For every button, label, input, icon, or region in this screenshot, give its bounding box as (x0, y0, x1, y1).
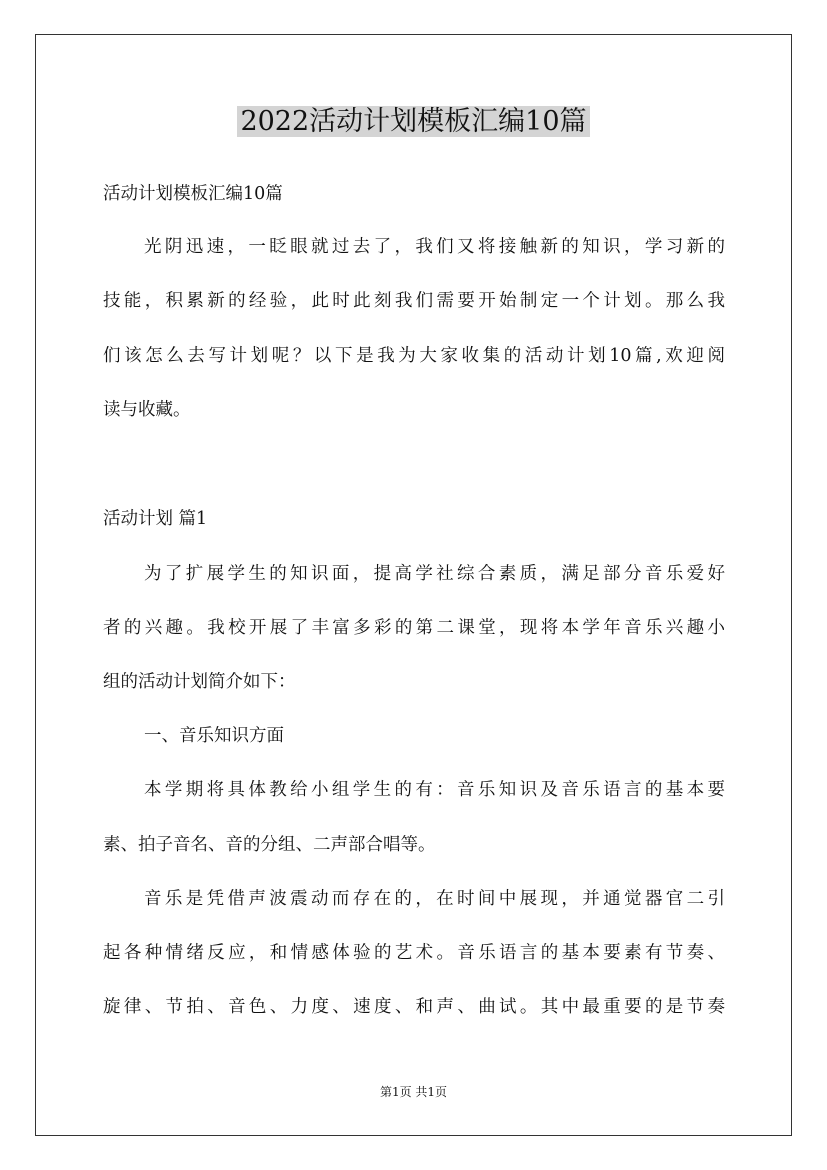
paragraph-line: 光阴迅速，一眨眼就过去了，我们又将接触新的知识，学习新的 (144, 237, 725, 257)
paragraph-line: 者的兴趣。我校开展了丰富多彩的第二课堂，现将本学年音乐兴趣小 (103, 618, 725, 638)
document-title-text: 2022活动计划模板汇编10篇 (237, 106, 589, 137)
paragraph-line: 起各种情绪反应，和情感体验的艺术。音乐语言的基本要素有节奏、 (103, 943, 725, 963)
paragraph-line: 读与收藏。 (103, 400, 191, 420)
subsection-heading: 一、音乐知识方面 (144, 726, 284, 746)
paragraph-line: 组的活动计划简介如下： (103, 672, 296, 692)
paragraph-line: 旋律、节拍、音色、力度、速度、和声、曲试。其中最重要的是节奏 (103, 997, 725, 1017)
paragraph-line: 音乐是凭借声波震动而存在的，在时间中展现，并通觉器官二引 (144, 889, 725, 909)
section-heading: 活动计划 篇1 (103, 509, 208, 529)
paragraph-line: 技能，积累新的经验，此时此刻我们需要开始制定一个计划。那么我 (103, 291, 725, 311)
subtitle-line: 活动计划模板汇编10篇 (103, 184, 283, 204)
paragraph-line: 本学期将具体教给小组学生的有：音乐知识及音乐语言的基本要 (144, 780, 725, 800)
paragraph-line: 为了扩展学生的知识面，提高学社综合素质，满足部分音乐爱好 (144, 564, 725, 584)
paragraph-line: 素、拍子音名、音的分组、二声部合唱等。 (103, 835, 436, 855)
page-footer: 第1页 共1页 (379, 1085, 448, 1099)
document-title (0, 100, 827, 144)
paragraph-line: 们该怎么去写计划呢？以下是我为大家收集的活动计划10篇,欢迎阅 (103, 346, 725, 366)
